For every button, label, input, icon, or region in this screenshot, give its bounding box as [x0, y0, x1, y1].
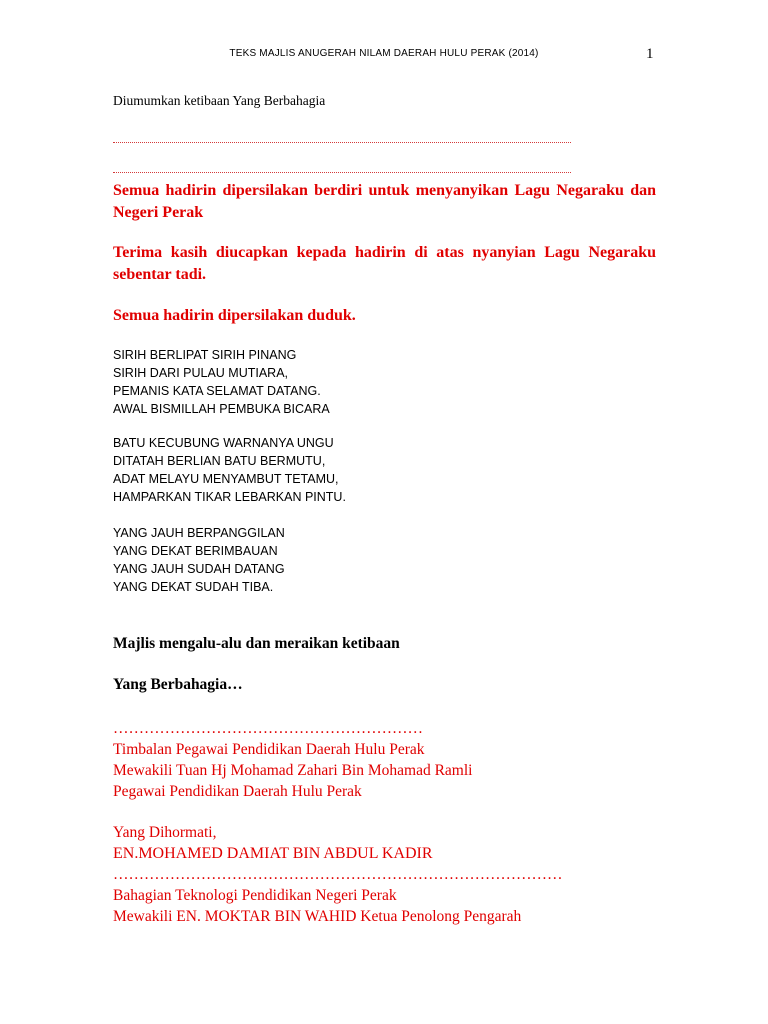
running-header: TEKS MAJLIS ANUGERAH NILAM DAERAH HULU PERAK (2014): [229, 48, 539, 59]
guest-role-line: Timbalan Pegawai Pendidikan Daerah Hulu Perak: [113, 741, 425, 758]
welcome-line: Majlis mengalu-alu dan meraikan ketibaan: [113, 635, 400, 652]
pantun-line: YANG JAUH SUDAH DATANG: [113, 562, 285, 576]
guest-role-line: Bahagian Teknologi Pendidikan Negeri Perak: [113, 887, 397, 904]
pantun-line: YANG DEKAT SUDAH TIBA.: [113, 580, 274, 594]
pantun-stanza: [113, 434, 346, 506]
pantun-stanza: [113, 346, 330, 418]
pantun-line: SIRIH BERLIPAT SIRIH PINANG: [113, 348, 297, 362]
page-number: 1: [646, 46, 654, 62]
guest-name: EN.MOHAMED DAMIAT BIN ABDUL KADIR: [113, 845, 433, 862]
dotted-placeholder: [113, 142, 571, 144]
instruction-text: Semua hadirin dipersilakan duduk.: [113, 307, 356, 324]
guest-placeholder: ……………………………………………………: [113, 720, 423, 737]
second-guest-block: [113, 822, 563, 927]
dotted-placeholder: [113, 172, 571, 174]
pantun-line: YANG DEKAT BERIMBAUAN: [113, 544, 278, 558]
pantun-line: BATU KECUBUNG WARNANYA UNGU: [113, 436, 334, 450]
pantun-line: ADAT MELAYU MENYAMBUT TETAMU,: [113, 472, 339, 486]
honorific-line: Yang Berbahagia…: [113, 676, 243, 693]
instruction-text: Terima kasih diucapkan kepada hadirin di atas nyanyian Lagu Negaraku sebentar tadi.: [113, 244, 656, 283]
instruction-text: Semua hadirin dipersilakan berdiri untuk menyanyikan Lagu Negaraku dan Negeri Perak: [113, 182, 656, 221]
announcement-line: Diumumkan ketibaan Yang Berbahagia: [113, 93, 326, 108]
guest-role-line: Pegawai Pendidikan Daerah Hulu Perak: [113, 783, 362, 800]
guest-placeholder: ……………………………………………………………………………: [113, 866, 563, 883]
pantun-line: HAMPARKAN TIKAR LEBARKAN PINTU.: [113, 490, 346, 504]
pantun-line: SIRIH DARI PULAU MUTIARA,: [113, 366, 289, 380]
guest-honorific: Yang Dihormati,: [113, 824, 217, 841]
pantun-line: AWAL BISMILLAH PEMBUKA BICARA: [113, 402, 330, 416]
guest-role-line: Mewakili EN. MOKTAR BIN WAHID Ketua Penolong Pengarah: [113, 908, 522, 925]
pantun-line: YANG JAUH BERPANGGILAN: [113, 526, 285, 540]
pantun-line: DITATAH BERLIAN BATU BERMUTU,: [113, 454, 326, 468]
pantun-line: PEMANIS KATA SELAMAT DATANG.: [113, 384, 321, 398]
guest-role-line: Mewakili Tuan Hj Mohamad Zahari Bin Mohamad Ramli: [113, 762, 473, 779]
pantun-stanza: [113, 524, 285, 596]
first-guest-block: [113, 718, 472, 802]
